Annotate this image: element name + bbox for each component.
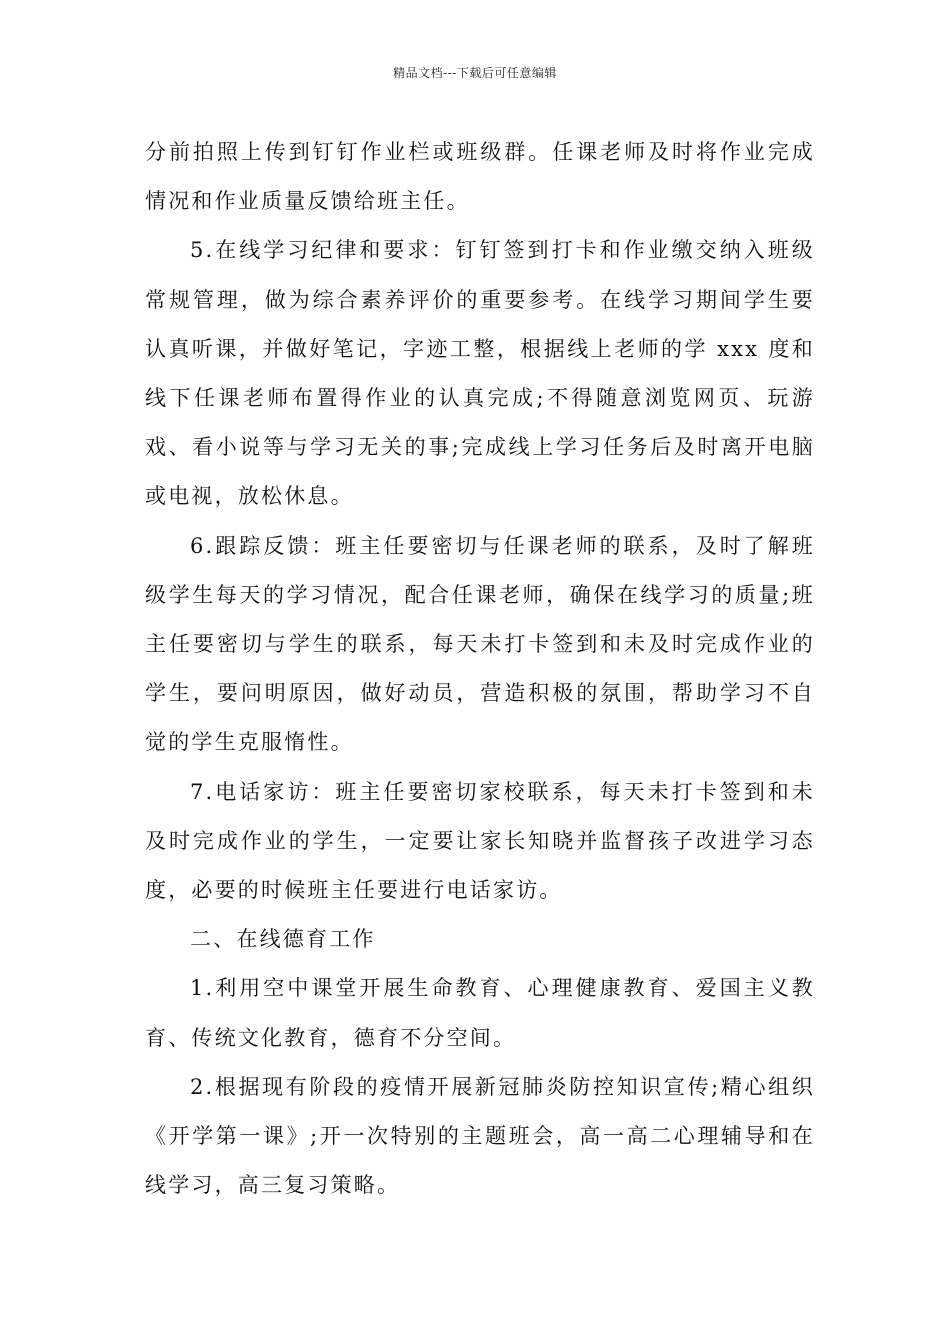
paragraph-item-2: 2.根据现有阶段的疫情开展新冠肺炎防控知识宣传;精心组织《开学第一课》;开一次特别的主题班会，高一高二心理辅导和在线学习，高三复习策略。 xyxy=(145,1074,815,1198)
paragraph-continued: 分前拍照上传到钉钉作业栏或班级群。任课老师及时将作业完成情况和作业质量反馈给班主任。 xyxy=(145,140,815,214)
paragraph-item-7: 7.电话家访：班主任要密切家校联系，每天未打卡签到和未及时完成作业的学生，一定要让家长知晓并监督孩子改进学习态度，必要的时候班主任要进行电话家访。 xyxy=(145,779,815,903)
section-heading: 二、在线德育工作 xyxy=(190,927,376,952)
paragraph-item-5: 5.在线学习纪律和要求：钉钉签到打卡和作业缴交纳入班级常规管理，做为综合素养评价的重要参考。在线学习期间学生要认真听课，并做好笔记，字迹工整，根据线上老师的学 xxx 度和线下任课老师布置得作业的认真完成;不得随意浏览网页、玩游戏、看小说等与学习无关的事;完成线上学习任务后及时离开电脑或电视，放松休息。 xyxy=(145,238,815,509)
document-body xyxy=(145,128,815,1210)
page-header: 精品文档---下载后可任意编辑 xyxy=(393,66,557,80)
paragraph-item-1: 1.利用空中课堂开展生命教育、心理健康教育、爱国主义教育、传统文化教育，德育不分空间。 xyxy=(145,976,815,1050)
paragraph-item-6: 6.跟踪反馈：班主任要密切与任课老师的联系，及时了解班级学生每天的学习情况，配合任课老师，确保在线学习的质量;班主任要密切与学生的联系，每天未打卡签到和未及时完成作业的学生，要问明原因，做好动员，营造积极的氛围，帮助学习不自觉的学生克服惰性。 xyxy=(145,533,815,755)
